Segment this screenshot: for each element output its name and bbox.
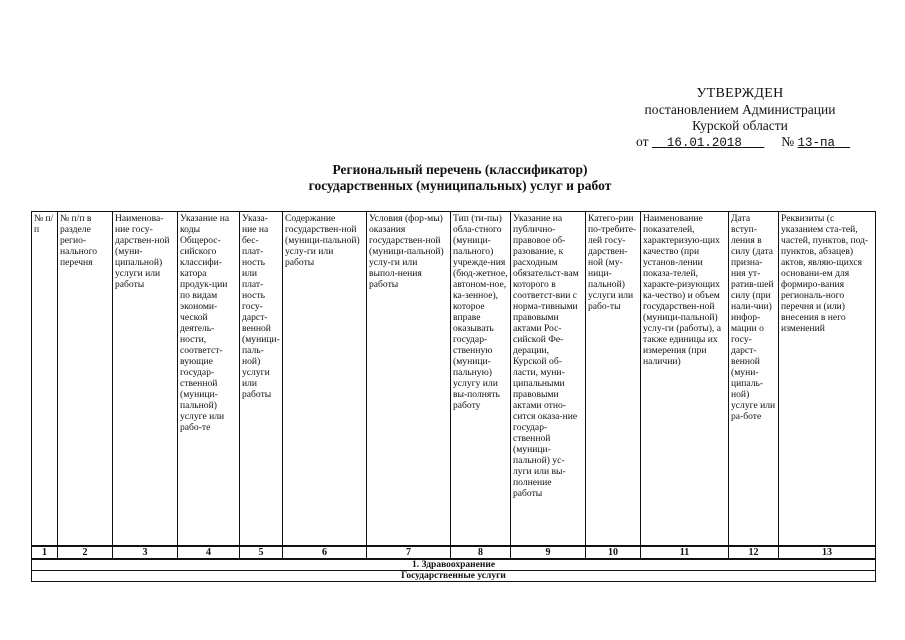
title-line-1: Региональный перечень (классификатор) <box>332 162 588 177</box>
column-number: 5 <box>240 546 283 559</box>
approval-line-1: постановлением Администрации <box>644 102 836 117</box>
header-cell: Указа-ние на бес-плат-ность или плат-ность госу-дарст-венной (муници-паль-ной) услуги или работы <box>240 212 283 547</box>
column-number: 7 <box>367 546 451 559</box>
services-table <box>31 211 876 582</box>
approval-date-line <box>630 134 850 151</box>
header-cell: Наименование показателей, характеризую-щих качество (при установ-лении показа-телей, характе-ризующих ка-чество) и объем государствен-ной (муници-пальной) услу-ги (работы), а также единицы их измерения (при наличии) <box>641 212 729 547</box>
subsection-row <box>32 571 876 582</box>
header-cell: Указание на коды Общерос-сийского классифи-катора продук-ции по видам экономи-ческой деятель-ности, соответст-вующие государ-ственной (муници-пальной) услуге или рабо-те <box>178 212 240 547</box>
header-cell: № п/п в разделе регио-нального перечня <box>58 212 113 547</box>
column-number: 13 <box>779 546 876 559</box>
document-title <box>200 162 720 194</box>
column-number: 9 <box>511 546 586 559</box>
column-number: 1 <box>32 546 58 559</box>
column-number: 8 <box>451 546 511 559</box>
approval-line-2: Курской области <box>692 118 788 133</box>
approval-number: 13-па <box>797 136 836 150</box>
column-number: 6 <box>283 546 367 559</box>
header-row <box>32 212 876 547</box>
header-cell: Условия (фор-мы) оказания государствен-ной (муници-пальной) услу-ги или выпол-нения работы <box>367 212 451 547</box>
column-number: 11 <box>641 546 729 559</box>
section-row <box>32 559 876 571</box>
column-number-row <box>32 546 876 559</box>
header-cell: Указание на публично-правовое об-разование, к расходным обязательст-вам которого в соответст-вии с норма-тивными правовыми актами Рос-сийской Фе-дерации, Курской об-ласти, муни-ципальными правовыми актами отно-сится оказа-ние государ-ственной (муници-пальной) ус-луги или вы-полнение работы <box>511 212 586 547</box>
header-cell: № п/п <box>32 212 58 547</box>
approval-heading: УТВЕРЖДЕН <box>696 86 784 101</box>
header-cell: Дата вступ-ления в силу (дата призна-ния ут-ратив-шей силу (при нали-чии) инфор-мации о госу-дарст-венной (муни-ципаль-ной) услуге или ра-боте <box>729 212 779 547</box>
column-number: 3 <box>113 546 178 559</box>
title-line-2: государственных (муниципальных) услуг и работ <box>308 178 612 193</box>
header-cell: Содержание государствен-ной (муници-пальной) услу-ги или работы <box>283 212 367 547</box>
header-cell: Реквизиты (с указанием ста-тей, частей, пунктов, под-пунктов, абзацев) актов, являю-щихся основани-ем для формиро-вания региональ-ного перечня и (или) внесения в него изменений <box>779 212 876 547</box>
subsection-heading: Государственные услуги <box>32 571 876 582</box>
number-prefix: № <box>781 134 795 149</box>
header-cell: Тип (ти-пы) обла-стного (муници-пального) учрежде-ния (бюд-жетное, автоном-ное, ка-зенное), которое вправе оказывать государ-ственную (муници-пальную) услугу или вы-полнять работу <box>451 212 511 547</box>
header-cell: Катего-рии по-требите-лей госу-дарствен-ной (му-ници-пальной) услуги или рабо-ты <box>586 212 641 547</box>
column-number: 12 <box>729 546 779 559</box>
column-number: 4 <box>178 546 240 559</box>
column-number: 10 <box>586 546 641 559</box>
approval-date: 16.01.2018 <box>666 136 742 150</box>
date-prefix: от <box>636 134 649 149</box>
header-cell: Наименова-ние госу-дарствен-ной (муни-ципальной) услуги или работы <box>113 212 178 547</box>
approval-block <box>630 86 850 151</box>
column-number: 2 <box>58 546 113 559</box>
section-heading: 1. Здравоохранение <box>32 559 876 571</box>
